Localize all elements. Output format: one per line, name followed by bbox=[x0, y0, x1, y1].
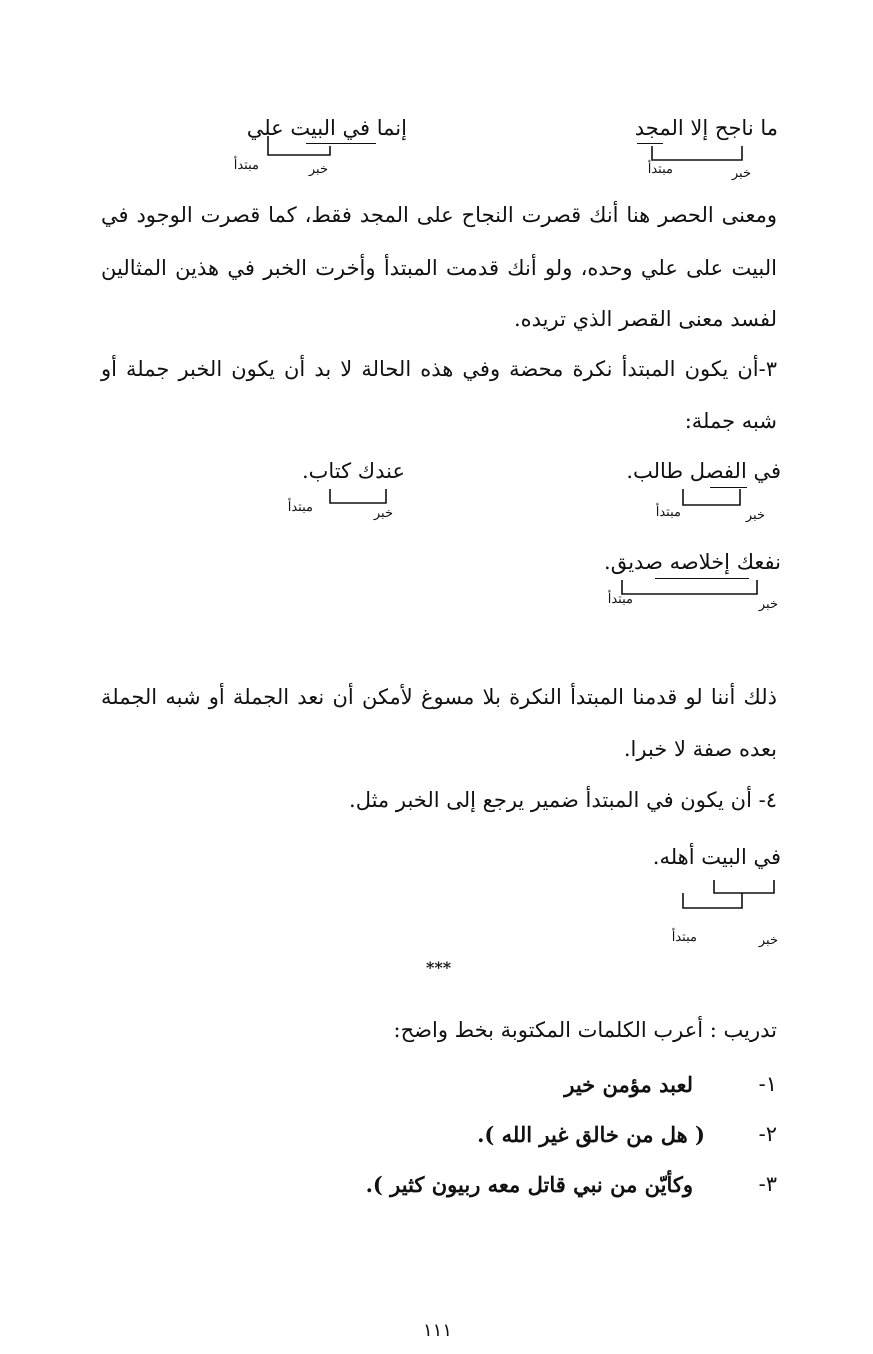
example-sentence-4: عندك كتاب. bbox=[301, 459, 405, 483]
label-khabar: خبر bbox=[373, 506, 393, 521]
label-khabar: خبر bbox=[308, 162, 328, 177]
rule-3-line: ٣-أن يكون المبتدأ نكرة محضة وفي هذه الحالة لا بد أن يكون الخبر جملة أو bbox=[101, 357, 777, 381]
label-khabar: خبر bbox=[758, 933, 778, 948]
exercise-number: ١- bbox=[758, 1072, 777, 1096]
label-mubtada: مبتدأ bbox=[287, 500, 313, 515]
example-sentence-5: نفعك إخلاصه صديق. bbox=[604, 550, 781, 574]
separator: *** bbox=[426, 958, 452, 977]
paragraph-line: لفسد معنى القصر الذي تريده. bbox=[513, 307, 777, 331]
example-sentence-3: في الفصل طالب. bbox=[626, 459, 781, 483]
label-mubtada: مبتدأ bbox=[655, 505, 681, 520]
exercise-item: وكأيّن من نبي قاتل معه ربيون كثير ). bbox=[365, 1172, 693, 1197]
paragraph-line: ومعنى الحصر هنا أنك قصرت النجاح على المجد فقط، كما قصرت الوجود في bbox=[101, 203, 777, 227]
page-number: ١١١ bbox=[423, 1320, 453, 1341]
paragraph-line: بعده صفة لا خبرا. bbox=[623, 737, 777, 761]
exercise-number: ٣- bbox=[758, 1172, 777, 1196]
label-khabar: خبر bbox=[758, 597, 778, 612]
label-mubtada: مبتدأ bbox=[647, 162, 673, 177]
example-sentence-2: إنما في البيت علي bbox=[246, 116, 407, 140]
paragraph-line: ذلك أننا لو قدمنا المبتدأ النكرة بلا مسوغ لأمكن أن نعد الجملة أو شبه الجملة bbox=[101, 685, 777, 709]
rule-4-line: ٤- أن يكون في المبتدأ ضمير يرجع إلى الخبر مثل. bbox=[349, 788, 777, 812]
label-khabar: خبر bbox=[731, 166, 751, 181]
exercise-item: ( هل من خالق غير الله ). bbox=[477, 1122, 705, 1147]
exercise-number: ٢- bbox=[758, 1122, 777, 1146]
rule-3-line: شبه جملة: bbox=[684, 409, 777, 433]
label-mubtada: مبتدأ bbox=[607, 592, 633, 607]
exercise-title: تدريب : أعرب الكلمات المكتوبة بخط واضح: bbox=[393, 1018, 777, 1042]
label-mubtada: مبتدأ bbox=[233, 158, 259, 173]
label-khabar: خبر bbox=[745, 508, 765, 523]
label-mubtada: مبتدأ bbox=[671, 930, 697, 945]
example-sentence-1: ما ناجح إلا المجد bbox=[634, 116, 778, 140]
paragraph-line: البيت على علي وحده، ولو أنك قدمت المبتدأ وأخرت الخبر في هذين المثالين bbox=[101, 256, 777, 280]
example-sentence-6: في البيت أهله. bbox=[652, 845, 781, 869]
exercise-item: لعبد مؤمن خير bbox=[564, 1072, 693, 1097]
